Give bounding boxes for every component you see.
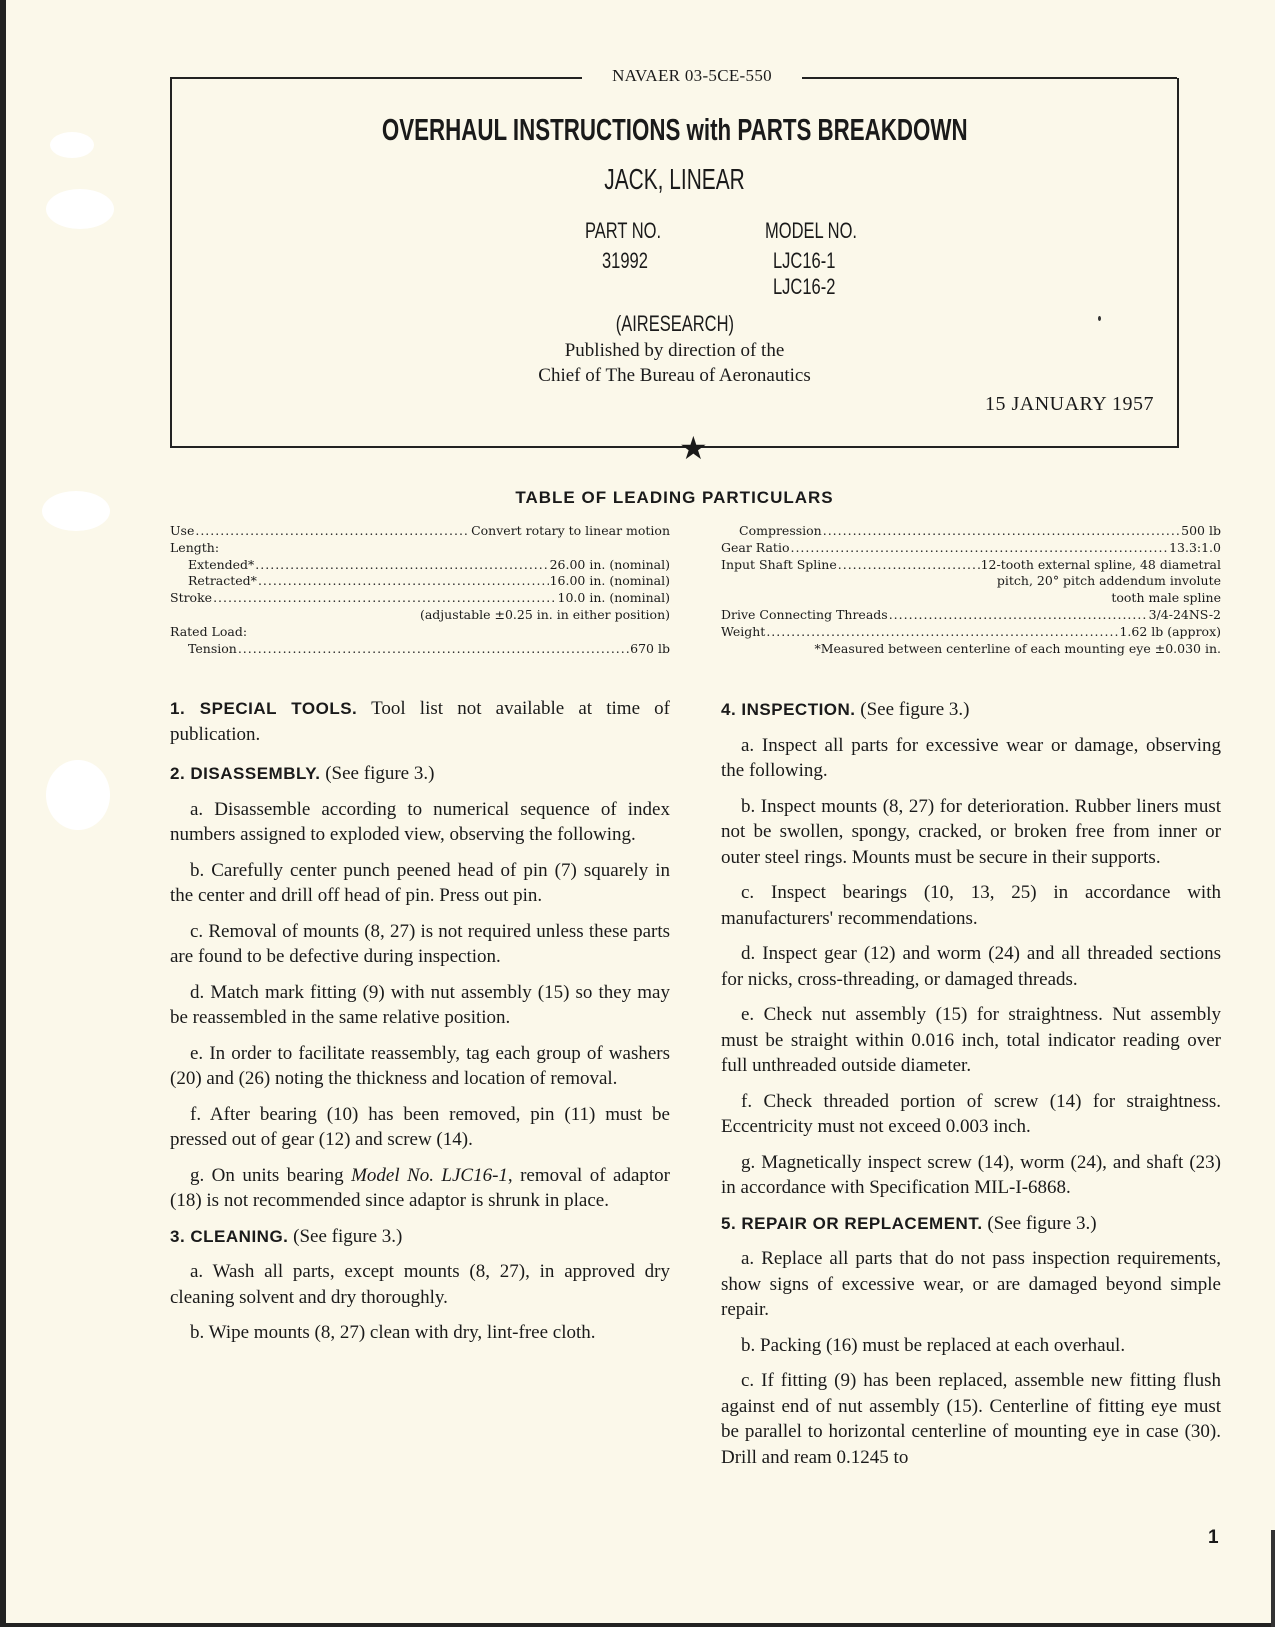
- lp-row-use: Use ..... Convert rotary to linear motion: [170, 523, 670, 540]
- section-special-tools: [170, 696, 670, 747]
- leading-particulars-left: [170, 523, 670, 657]
- lp-row-drive-threads: Drive Connecting Threads ..... 3/4-24NS-2: [721, 607, 1221, 624]
- section-heading: 5. REPAIR OR REPLACEMENT.: [721, 1213, 983, 1233]
- document-number: NAVAER 03-5CE-550: [612, 66, 772, 85]
- published-by-line-2: Chief of The Bureau of Aeronautics: [538, 365, 811, 386]
- lp-row-spline-cont-1: pitch, 20° pitch addendum involute: [996, 573, 1221, 589]
- lp-footnote: *Measured between centerline of each mounting eye ±0.030 in.: [814, 640, 1221, 656]
- figure-reference: (See figure 3.): [982, 1212, 1097, 1234]
- disassembly-item-g: [170, 1163, 670, 1214]
- section-heading: 3. CLEANING.: [170, 1226, 289, 1246]
- repair-item-a: a. Replace all parts that do not pass inspection requirements, show signs of excessive wear, or are damaged beyond simple repair.: [721, 1248, 1221, 1320]
- punch-hole-4: [46, 760, 110, 830]
- inspection-item-g: g. Magnetically inspect screw (14), worm (24), and shaft (23) in accordance with Specification MIL-I-6868.: [721, 1151, 1221, 1198]
- published-by-line-1: Published by direction of the: [564, 340, 785, 361]
- disassembly-item-b: b. Carefully center punch peened head of pin (7) squarely in the center and drill off head of pin. Press out pin.: [170, 859, 670, 906]
- section-heading: 2. DISASSEMBLY.: [170, 764, 321, 783]
- figure-reference: (See figure 3.): [320, 763, 435, 784]
- section-heading: 4. INSPECTION.: [721, 700, 856, 719]
- publication-date: 15 JANUARY 1957: [985, 393, 1154, 415]
- disassembly-item-a: a. Disassemble according to numerical sequence of index numbers assigned to exploded view, observing the following.: [170, 798, 670, 845]
- lp-row-tension: Tension ..... 670 lb: [170, 641, 670, 658]
- repair-item-b: b. Packing (16) must be replaced at each overhaul.: [741, 1334, 1126, 1356]
- document-subtitle: JACK, LINEAR: [604, 164, 745, 196]
- model-number-2: LJC16-2: [773, 274, 836, 299]
- right-column: [721, 697, 1221, 1480]
- inspection-item-b: b. Inspect mounts (8, 27) for deterioration. Rubber liners must not be swollen, spongy, cracked, or broken free from inner or outer steel rings. Mounts must be secure in their supports.: [721, 795, 1221, 868]
- figure-reference: (See figure 3.): [855, 699, 970, 720]
- lp-row-stroke: Stroke ..... 10.0 in. (nominal): [170, 590, 670, 607]
- leading-particulars-right: [721, 523, 1221, 657]
- model-number-label: MODEL NO.: [765, 218, 857, 243]
- inspection-item-d: d. Inspect gear (12) and worm (24) and all threaded sections for nicks, cross-threading, or damaged threads.: [721, 943, 1221, 990]
- model-reference: Model No. LJC16-1: [351, 1164, 508, 1186]
- disassembly-item-f: f. After bearing (10) has been removed, pin (11) must be pressed out of gear (12) and screw (14).: [170, 1103, 670, 1150]
- part-number-label: PART NO.: [585, 218, 662, 243]
- punch-hole-3: [42, 491, 110, 531]
- section-repair-heading: [721, 1211, 1221, 1237]
- punch-hole-2: [46, 189, 114, 229]
- section-cleaning-heading: [170, 1224, 670, 1250]
- item-text: , removal of adaptor (18) is not recommended since adaptor is shrunk in place.: [170, 1164, 670, 1211]
- section-disassembly-heading: [170, 761, 670, 787]
- cleaning-item-b: b. Wipe mounts (8, 27) clean with dry, lint-free cloth.: [190, 1322, 596, 1343]
- lp-row-compression: Compression ..... 500 lb: [721, 523, 1221, 540]
- cleaning-item-a: a. Wash all parts, except mounts (8, 27), in approved dry cleaning solvent and dry thoroughly.: [170, 1261, 670, 1308]
- lp-row-input-shaft-spline: Input Shaft Spline ..... 12-tooth external spline, 48 diametral: [721, 557, 1221, 574]
- star-icon: ★: [679, 429, 708, 467]
- lp-row-retracted: Retracted* ..... 16.00 in. (nominal): [170, 573, 670, 590]
- item-text: g. On units bearing: [190, 1164, 352, 1186]
- part-number: 31992: [602, 248, 648, 273]
- page-bottom-edge: [0, 1623, 1275, 1627]
- repair-item-c: c. If fitting (9) has been replaced, assemble new fitting flush against end of nut assembly (15). Centerline of fitting eye must be parallel to horizontal centerline of mounting eye in case (30). Drill and ream 0.1245 to: [721, 1370, 1221, 1468]
- disassembly-item-c: c. Removal of mounts (8, 27) is not required unless these parts are found to be defective during inspection.: [170, 920, 670, 967]
- figure-reference: (See figure 3.): [288, 1225, 403, 1247]
- lp-row-length: Length:: [170, 539, 220, 555]
- inspection-item-e: e. Check nut assembly (15) for straightness. Nut assembly must be straight within 0.016 inch, total indicator reading over full unthreaded outside diameter.: [721, 1004, 1221, 1076]
- page-number: 1: [1208, 1527, 1219, 1548]
- left-column: [170, 696, 670, 1356]
- page-right-edge: [1271, 1530, 1275, 1627]
- manufacturer: (AIRESEARCH): [615, 311, 734, 336]
- lp-row-extended: Extended* ..... 26.00 in. (nominal): [170, 557, 670, 574]
- lp-row-rated-load: Rated Load:: [170, 623, 248, 639]
- inspection-item-c: c. Inspect bearings (10, 13, 25) in accordance with manufacturers' recommendations.: [721, 882, 1221, 929]
- section-heading: 1. SPECIAL TOOLS.: [170, 699, 358, 718]
- inspection-item-a: a. Inspect all parts for excessive wear or damage, observing the following.: [721, 734, 1221, 781]
- disassembly-item-d: d. Match mark fitting (9) with nut assembly (15) so they may be reassembled in the same relative position.: [170, 981, 670, 1028]
- page-left-edge: [0, 0, 6, 1627]
- inspection-item-f: f. Check threaded portion of screw (14) for straightness. Eccentricity must not exceed 0.003 inch.: [721, 1090, 1221, 1137]
- lp-row-gear-ratio: Gear Ratio ..... 13.3:1.0: [721, 540, 1221, 557]
- lp-row-spline-cont-2: tooth male spline: [1111, 590, 1221, 606]
- leading-particulars-title: TABLE OF LEADING PARTICULARS: [515, 488, 834, 507]
- model-number-1: LJC16-1: [773, 248, 836, 273]
- punch-hole-1: [50, 132, 94, 158]
- lp-row-weight: Weight ..... 1.62 lb (approx): [721, 624, 1221, 641]
- section-inspection-heading: [721, 697, 1221, 723]
- document-title: OVERHAUL INSTRUCTIONS with PARTS BREAKDOWN: [381, 112, 968, 147]
- disassembly-item-e: e. In order to facilitate reassembly, tag each group of washers (20) and (26) noting the thickness and location of removal.: [170, 1042, 670, 1089]
- section-text: Tool list not available at time of publication.: [170, 698, 670, 745]
- lp-row-stroke-note: (adjustable ±0.25 in. in either position): [419, 606, 670, 622]
